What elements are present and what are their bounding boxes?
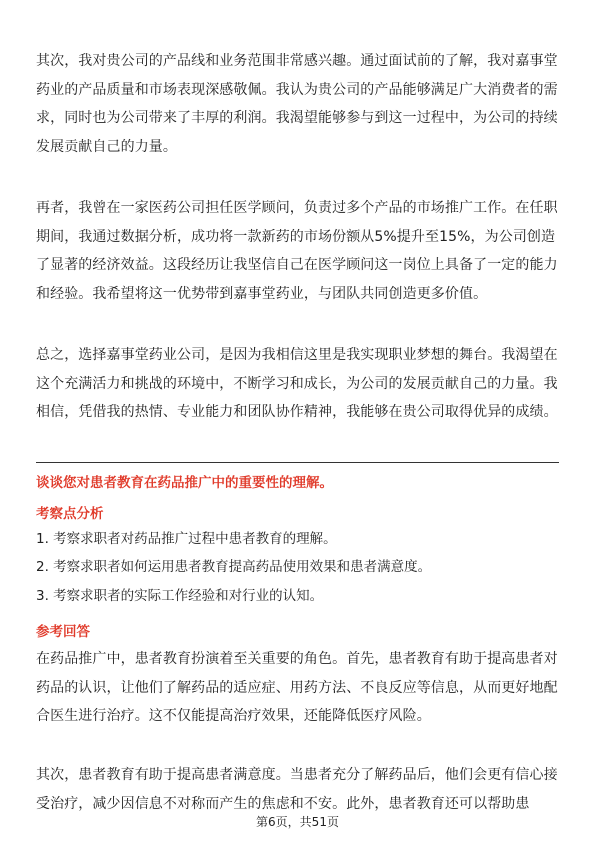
analysis-item: 3. 考察求职者的实际工作经验和对行业的认知。 — [36, 588, 324, 604]
section-divider — [36, 462, 559, 463]
answer-heading: 参考回答 — [36, 624, 90, 640]
paragraph-work-experience: 再者，我曾在一家医药公司担任医学顾问，负责过多个产品的市场推广工作。在任职期间，我通过数据分析，成功将一款新药的市场份额从5%提升至15%，为公司创造了显著的经济效益。这段经历让我坚信自己在医学顾问这一岗位上具备了一定的能力和经验。我希望将这一优势带到嘉事堂药业，与团队共同创造更多价值。 — [36, 200, 558, 302]
answer-paragraph: 其次，患者教育有助于提高患者满意度。当患者充分了解药品后，他们会更有信心接受治疗，减少因信息不对称而产生的焦虑和不安。此外，患者教育还可以帮助患 — [36, 767, 558, 812]
paragraph-conclusion: 总之，选择嘉事堂药业公司，是因为我相信这里是我实现职业梦想的舞台。我渴望在这个充满活力和挑战的环境中，不断学习和成长，为公司的发展贡献自己的力量。我相信，凭借我的热情、专业能力和团队协作精神，我能够在贵公司取得优异的成绩。 — [36, 347, 558, 420]
analysis-item: 2. 考察求职者如何运用患者教育提高药品使用效果和患者满意度。 — [36, 559, 432, 575]
paragraph-product-interest: 其次，我对贵公司的产品线和业务范围非常感兴趣。通过面试前的了解，我对嘉事堂药业的产品质量和市场表现深感敬佩。我认为贵公司的产品能够满足广大消费者的需求，同时也为公司带来了丰厚的利润。我渴望能够参与到这一过程中，为公司的持续发展贡献自己的力量。 — [36, 53, 558, 155]
interview-question: 谈谈您对患者教育在药品推广中的重要性的理解。 — [36, 475, 333, 491]
page-number: 第6页，共51页 — [256, 815, 339, 829]
answer-paragraph: 在药品推广中，患者教育扮演着至关重要的角色。首先，患者教育有助于提高患者对药品的认识，让他们了解药品的适应症、用药方法、不良反应等信息，从而更好地配合医生进行治疗。这不仅能提高治疗效果，还能降低医疗风险。 — [36, 651, 558, 724]
analysis-heading: 考察点分析 — [36, 506, 104, 522]
analysis-item: 1. 考察求职者对药品推广过程中患者教育的理解。 — [36, 531, 337, 547]
